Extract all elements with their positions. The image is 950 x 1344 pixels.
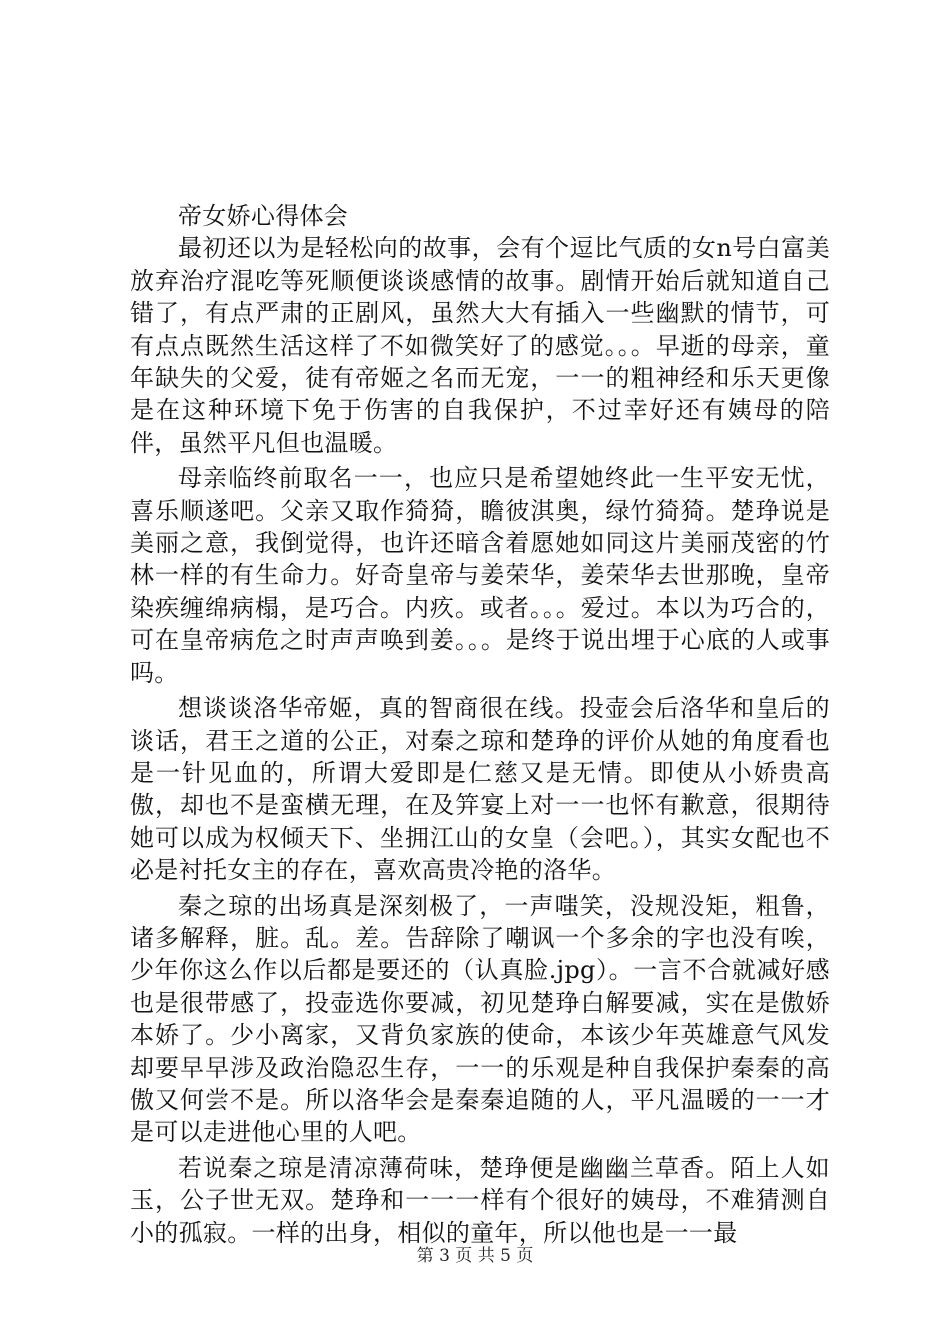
paragraph-5: 若说秦之琼是清凉薄荷味，楚琤便是幽幽兰草香。陌上人如玉，公子世无双。楚琤和一一一样有个很好的姨母，不难猜测自小的孤寂。一样的出身，相似的童年，所以他也是一一最 [130, 1153, 830, 1247]
paragraph-3: 想谈谈洛华帝姬，真的智商很在线。投壶会后洛华和皇后的谈话，君王之道的公正，对秦之琼和楚琤的评价从她的角度看也是一针见血的，所谓大爱即是仁慈又是无情。即使从小娇贵高傲，却也不是蛮横无理，在及笄宴上对一一也怀有歉意，很期待她可以成为权倾天下、坐拥江山的女皇（会吧。），其实女配也不必是衬托女主的存在，喜欢高贵冷艳的洛华。 [130, 694, 830, 885]
page-number-footer: 第 3 页 共 5 页 [416, 1246, 534, 1266]
paragraph-2: 母亲临终前取名一一，也应只是希望她终此一生平安无忧，喜乐顺遂吧。父亲又取作猗猗，瞻彼淇奥，绿竹猗猗。楚琤说是美丽之意，我倒觉得，也许还暗含着愿她如同这片美丽茂密的竹林一样的有生命力。好奇皇帝与姜荣华，姜荣华去世那晚，皇帝染疾缠绵病榻，是巧合。内疚。或者。。。爱过。本以为巧合的，可在皇帝病危之时声声唤到姜。。。是终于说出埋于心底的人或事吗。 [130, 464, 830, 687]
document-body [130, 200, 830, 1252]
document-title: 帝女娇心得体会 [178, 202, 349, 230]
paragraph-4: 秦之琼的出场真是深刻极了，一声嗤笑，没规没矩，粗鲁，诸多解释，脏。乱。差。告辞除了嘲讽一个多余的字也没有唉，少年你这么作以后都是要还的（认真脸.jpg）。一言不合就减好感也是很带感了，投壶选你要减，初见楚琤白解要减，实在是傲娇本娇了。少小离家，又背负家族的使命，本该少年英雄意气风发却要早早涉及政治隐忍生存，一一的乐观是种自我保护秦秦的高傲又何尝不是。所以洛华会是秦秦追随的人，平凡温暖的一一才是可以走进他心里的人吧。 [130, 891, 830, 1147]
paragraph-1: 最初还以为是轻松向的故事，会有个逗比气质的女n号白富美放弃治疗混吃等死顺便谈谈感情的故事。剧情开始后就知道自己错了，有点严肃的正剧风，虽然大大有插入一些幽默的情节，可有点点既然生活这样了不如微笑好了的感觉。。。早逝的母亲，童年缺失的父爱，徒有帝姬之名而无宠，一一的粗神经和乐天更像是在这种环境下免于伤害的自我保护，不过幸好还有姨母的陪伴，虽然平凡但也温暖。 [130, 234, 830, 457]
